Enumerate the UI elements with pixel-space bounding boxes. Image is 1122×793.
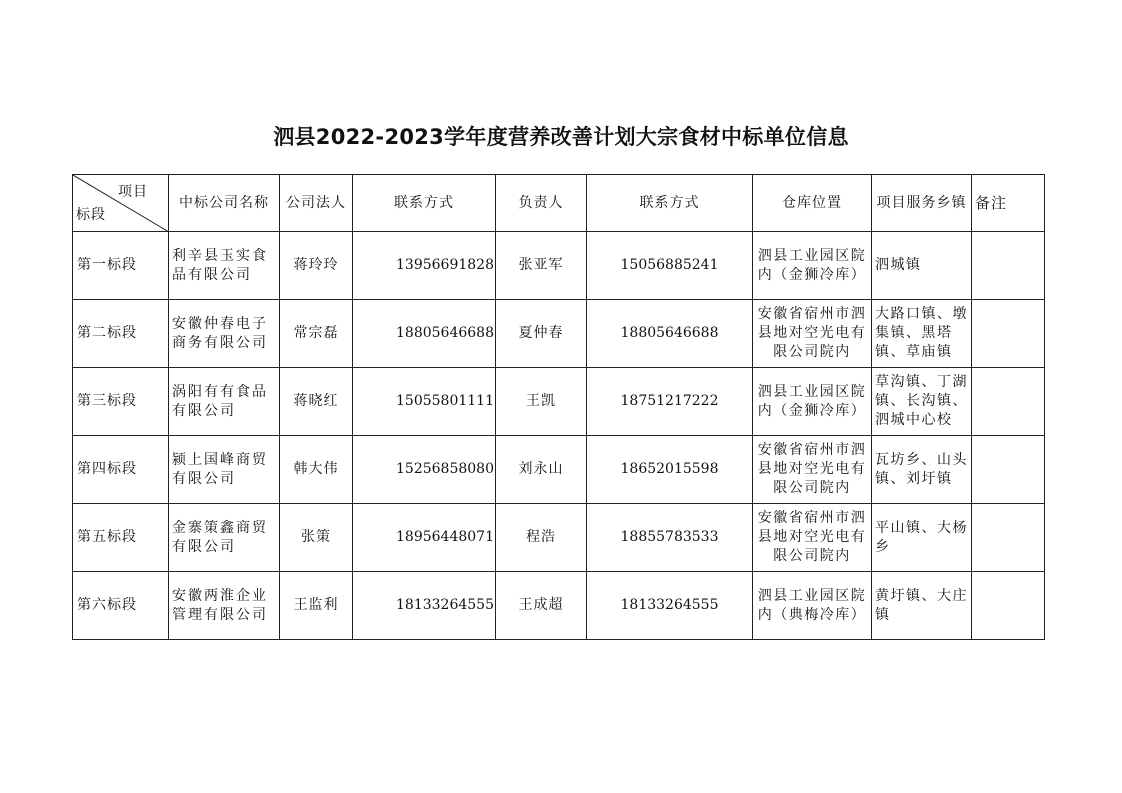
manager-phone-cell: 18855783533 xyxy=(587,504,753,572)
section-cell: 第三标段 xyxy=(73,368,169,436)
warehouse-cell: 泗县工业园区院内（典梅冷库） xyxy=(753,572,872,640)
contact-phone-cell: 18805646688 xyxy=(353,300,496,368)
table-row xyxy=(73,504,1045,572)
section-cell: 第四标段 xyxy=(73,436,169,504)
legal-person-cell: 韩大伟 xyxy=(280,436,353,504)
manager-phone-cell: 15056885241 xyxy=(587,232,753,300)
warehouse-cell: 安徽省宿州市泗县地对空光电有限公司院内 xyxy=(753,436,872,504)
legal-person-cell: 王监利 xyxy=(280,572,353,640)
manager-cell: 程浩 xyxy=(496,504,587,572)
legal-person-cell: 常宗磊 xyxy=(280,300,353,368)
manager-phone-cell: 18652015598 xyxy=(587,436,753,504)
legal-person-cell: 张策 xyxy=(280,504,353,572)
note-cell xyxy=(972,232,1045,300)
header-service-towns: 项目服务乡镇 xyxy=(872,175,972,232)
service-towns-cell: 黄圩镇、大庄镇 xyxy=(872,572,972,640)
legal-person-cell: 蒋晓红 xyxy=(280,368,353,436)
manager-phone-cell: 18133264555 xyxy=(587,572,753,640)
warehouse-cell: 泗县工业园区院内（金狮冷库） xyxy=(753,232,872,300)
section-cell: 第五标段 xyxy=(73,504,169,572)
header-contact-2: 联系方式 xyxy=(587,175,753,232)
manager-phone-cell: 18751217222 xyxy=(587,368,753,436)
header-legal-person: 公司法人 xyxy=(280,175,353,232)
legal-person-cell: 蒋玲玲 xyxy=(280,232,353,300)
note-cell xyxy=(972,368,1045,436)
company-cell: 安徽两淮企业管理有限公司 xyxy=(169,572,280,640)
note-cell xyxy=(972,572,1045,640)
table-row xyxy=(73,368,1045,436)
service-towns-cell: 泗城镇 xyxy=(872,232,972,300)
manager-cell: 王成超 xyxy=(496,572,587,640)
warehouse-cell: 安徽省宿州市泗县地对空光电有限公司院内 xyxy=(753,300,872,368)
manager-cell: 王凯 xyxy=(496,368,587,436)
table-row xyxy=(73,232,1045,300)
page-title: 泗县2022-2023学年度营养改善计划大宗食材中标单位信息 xyxy=(273,125,849,149)
section-cell: 第六标段 xyxy=(73,572,169,640)
service-towns-cell: 大路口镇、墩集镇、黑塔镇、草庙镇 xyxy=(872,300,972,368)
header-company: 中标公司名称 xyxy=(169,175,280,232)
manager-cell: 刘永山 xyxy=(496,436,587,504)
company-cell: 金寨策鑫商贸有限公司 xyxy=(169,504,280,572)
table-row xyxy=(73,300,1045,368)
header-contact-1: 联系方式 xyxy=(353,175,496,232)
contact-phone-cell: 18956448071 xyxy=(353,504,496,572)
header-warehouse: 仓库位置 xyxy=(753,175,872,232)
table-header-row xyxy=(73,175,1045,232)
manager-cell: 夏仲春 xyxy=(496,300,587,368)
warehouse-cell: 安徽省宿州市泗县地对空光电有限公司院内 xyxy=(753,504,872,572)
corner-label-project: 项目 xyxy=(118,184,148,200)
bid-info-table xyxy=(72,174,1045,640)
contact-phone-cell: 18133264555 xyxy=(353,572,496,640)
note-cell xyxy=(972,436,1045,504)
company-cell: 利辛县玉实食品有限公司 xyxy=(169,232,280,300)
note-cell xyxy=(972,504,1045,572)
service-towns-cell: 瓦坊乡、山头镇、刘圩镇 xyxy=(872,436,972,504)
contact-phone-cell: 13956691828 xyxy=(353,232,496,300)
contact-phone-cell: 15055801111 xyxy=(353,368,496,436)
corner-label-section: 标段 xyxy=(76,207,106,223)
company-cell: 涡阳有有食品有限公司 xyxy=(169,368,280,436)
header-note: 备注 xyxy=(972,175,1045,232)
manager-cell: 张亚军 xyxy=(496,232,587,300)
note-cell xyxy=(972,300,1045,368)
section-cell: 第二标段 xyxy=(73,300,169,368)
table-row xyxy=(73,436,1045,504)
service-towns-cell: 草沟镇、丁湖镇、长沟镇、泗城中心校 xyxy=(872,368,972,436)
warehouse-cell: 泗县工业园区院内（金狮冷库） xyxy=(753,368,872,436)
contact-phone-cell: 15256858080 xyxy=(353,436,496,504)
company-cell: 颍上国峰商贸有限公司 xyxy=(169,436,280,504)
company-cell: 安徽仲春电子商务有限公司 xyxy=(169,300,280,368)
manager-phone-cell: 18805646688 xyxy=(587,300,753,368)
table-row xyxy=(73,572,1045,640)
service-towns-cell: 平山镇、大杨乡 xyxy=(872,504,972,572)
header-manager: 负责人 xyxy=(496,175,587,232)
section-cell: 第一标段 xyxy=(73,232,169,300)
corner-header-cell xyxy=(73,175,169,232)
